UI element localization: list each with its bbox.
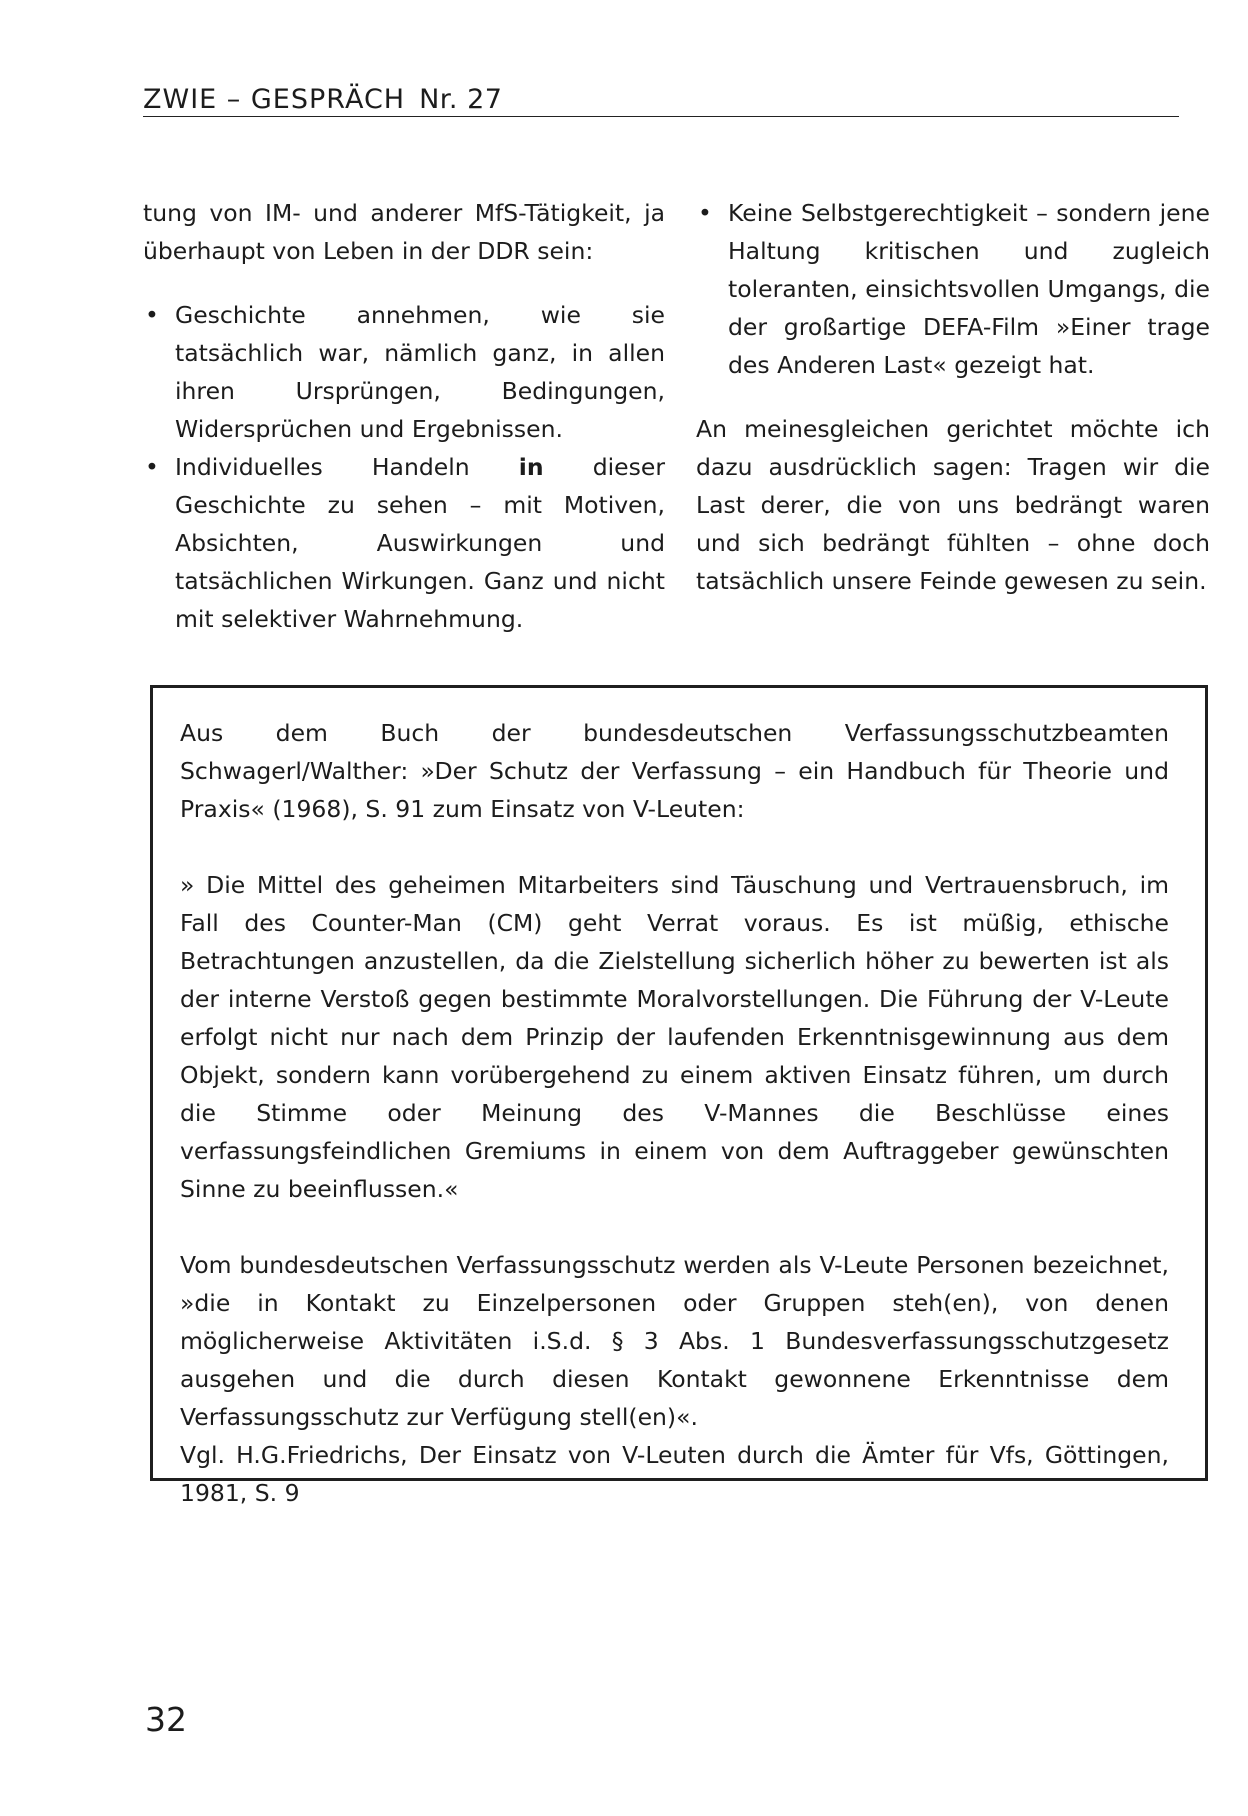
list-item-text-end: dieser Geschichte zu sehen – mit Motiven, Absichten, Auswirkungen und tatsächlichen Wirkungen. Ganz und nicht mit selektiver Wahrnehmung. [175, 453, 665, 633]
right-bullet-list [696, 194, 1210, 384]
left-column [143, 194, 665, 638]
issue-number: Nr. 27 [419, 84, 503, 115]
right-column [696, 194, 1210, 600]
list-item [696, 194, 1210, 384]
box-intro: Aus dem Buch der bundesdeutschen Verfassungsschutzbeamten Schwagerl/Walther: »Der Schutz der Verfassung – ein Handbuch für Theorie und Praxis« (1968), S. 91 zum Einsatz von V-Leuten: [180, 719, 1169, 823]
journal-title: ZWIE – GESPRÄCH [143, 84, 406, 115]
list-item-text-start: Individuelles Handeln [175, 453, 519, 481]
list-item [143, 448, 665, 638]
list-item-emphasis: in [518, 453, 544, 481]
bullet-icon: • [698, 199, 712, 227]
box-quote: » Die Mittel des geheimen Mitarbeiters sind Täuschung und Vertrauensbruch, im Fall des Counter-Man (CM) geht Verrat voraus. Es ist müßig, ethische Betrachtungen anzustellen, da die Zielstellung sicherlich höher zu bewerten ist als der interne Verstoß gegen bestimmte Moralvorstellungen. Die Führung der V-Leute erfolgt nicht nur nach dem Prinzip der laufenden Erkenntnisgewinnung aus dem Objekt, sondern kann vorübergehend zu einem aktiven Einsatz führen, um durch die Stimme oder Meinung des V-Mannes die Beschlüsse eines verfassungsfeindlichen Gremiums in einem von dem Auftraggeber gewünschten Sinne zu beeinflussen.« [180, 871, 1169, 1203]
right-paragraph: An meinesgleichen gerichtet möchte ich dazu ausdrücklich sagen: Tragen wir die Last derer, die von uns bedrängt waren und sich bedrängt fühlten – ohne doch tatsächlich unsere Feinde gewesen zu sein. [696, 415, 1210, 595]
page-number: 32 [145, 1700, 187, 1739]
left-intro-paragraph: tung von IM- und anderer MfS-Tätigkeit, ja überhaupt von Leben in der DDR sein: [143, 199, 665, 265]
list-item [143, 296, 665, 448]
header-rule [143, 116, 1179, 117]
left-bullet-list [143, 296, 665, 638]
list-item-text: Keine Selbstgerechtigkeit – sondern jene Haltung kritischen und zugleich toleranten, einsichtsvollen Umgangs, die der großartige DEFA-Film »Einer trage des Anderen Last« gezeigt hat. [728, 199, 1210, 379]
box-citation: Vgl. H.G.Friedrichs, Der Einsatz von V-Leuten durch die Ämter für Vfs, Göttingen, 1981, S. 9 [180, 1441, 1169, 1507]
running-head [143, 84, 502, 115]
quote-box [150, 685, 1208, 1507]
list-item-text: Geschichte annehmen, wie sie tatsächlich war, nämlich ganz, in allen ihren Ursprüngen, Bedingungen, Widersprüchen und Ergebnissen. [175, 301, 665, 443]
bullet-icon: • [145, 453, 159, 481]
box-definition: Vom bundesdeutschen Verfassungsschutz werden als V-Leute Personen bezeichnet, »die in Kontakt zu Einzelpersonen oder Gruppen steh(en), von denen möglicherweise Aktivitäten i.S.d. § 3 Abs. 1 Bundesverfassungsschutzgesetz ausgehen und die durch diesen Kontakt gewonnene Erkenntnisse dem Verfassungsschutz zur Verfügung stell(en)«. [180, 1251, 1169, 1431]
bullet-icon: • [145, 301, 159, 329]
